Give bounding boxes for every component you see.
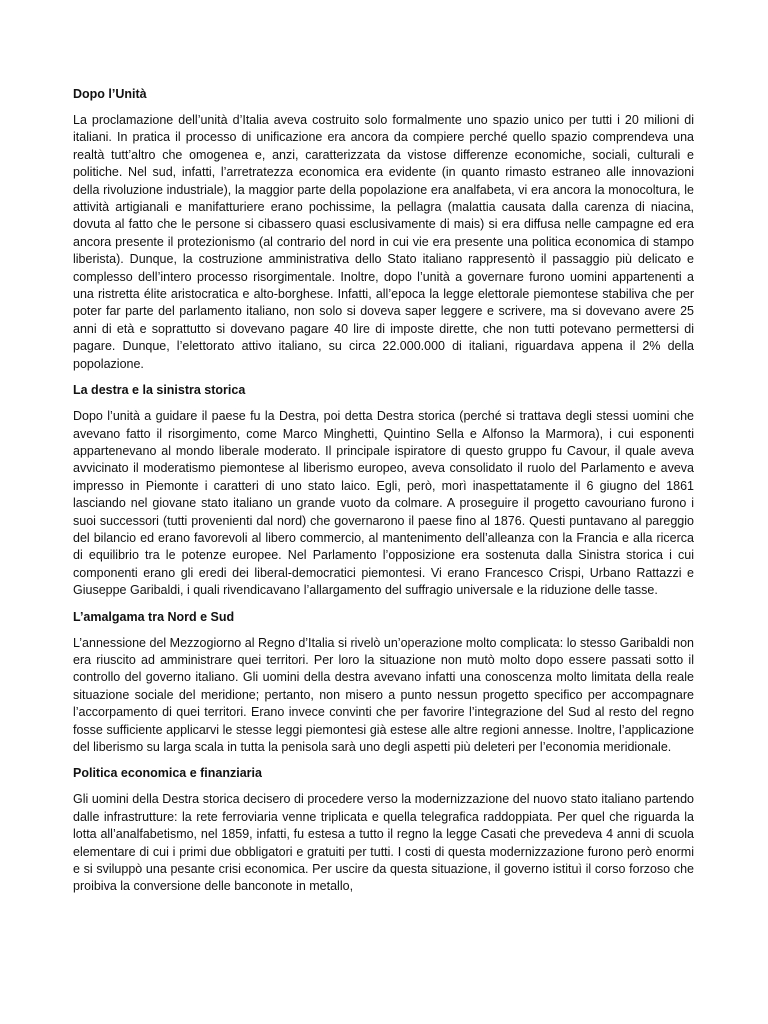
section-heading-dopo-unita: Dopo l’Unità (73, 87, 147, 101)
section-body-amalgama: L’annessione del Mezzogiorno al Regno d’Italia si rivelò un’operazione molto complicata: lo stesso Garibaldi non era riuscito ad amministrare quei territori. Per loro la situazione non mutò molto dopo essere passati sotto il controllo del governo italiano. Gli uomini della destra avevano infatti una conoscenza molto limitata della reale situazione sociale del meridione; pertanto, non misero a punto nessun progetto specifico per accompagnare l’accorpamento di quei territori. Erano invece convinti che per favorire l’integrazione del Sud al resto del regno fosse sufficiente applicarvi le stesse leggi piemontesi già estese alle altre regioni annesse. Inoltre, l’applicazione del liberismo su larga scala in tutta la penisola sarà uno degli aspetti più deleteri per l’economia meridionale. (73, 635, 694, 754)
section-body-destra-sinistra: Dopo l’unità a guidare il paese fu la Destra, poi detta Destra storica (perché si trattava degli stessi uomini che avevano fatto il risorgimento, come Marco Minghetti, Quintino Sella e Alfonso la Marmora), i cui esponenti appartenevano al mondo liberale moderato. Il principale ispiratore di questo gruppo fu Cavour, il quale aveva avvicinato il moderatismo piemontese al liberismo europeo, aveva consolidato il ruolo del Parlamento e aveva impresso in Piemonte i caratteri di uno stato laico. Egli, però, morì inaspettatamente il 6 giugno del 1861 lasciando nel giovane stato italiano un grande vuoto da colmare. A proseguire il progetto cavouriano furono i suoi successori (tutti provenienti dal nord) che governarono il paese fino al 1876. Questi puntavano al pareggio del bilancio ed erano favorevoli al libero commercio, al mantenimento dell’alleanza con la Francia e alla ricerca di equilibrio tra le potenze europee. Nel Parlamento l’opposizione era sostenuta dalla Sinistra storica i cui componenti erano gli eredi dei liberal-democratici piemontesi. Vi erano Francesco Crispi, Urbano Rattazzi e Giuseppe Garibaldi, i quali rivendicavano l’allargamento del suffragio universale e la riduzione delle tasse. (73, 409, 694, 598)
document-page (73, 86, 694, 896)
section-heading-politica-economica: Politica economica e finanziaria (73, 766, 262, 781)
section-heading-amalgama: L’amalgama tra Nord e Sud (73, 609, 235, 624)
section-heading-destra-sinistra: La destra e la sinistra storica (73, 383, 246, 398)
section-body-dopo-unita: La proclamazione dell’unità d’Italia aveva costruito solo formalmente uno spazio unico per tutti i 20 milioni di italiani. In pratica il processo di unificazione era ancora da compiere perché quello spazio comprendeva una realtà tutt’altro che omogenea e, anzi, caratterizzata da vistose differenze economiche, sociali, culturali e politiche. Nel sud, infatti, l’arretratezza economica era evidente (in quanto rimasto estraneo alle innovazioni della rivoluzione industriale), la maggior parte della popolazione era analfabeta, vi era ancora la monocoltura, le attività artigianali e manifatturiere erano pochissime, la pellagra (malattia causata dalla carenza di niacina, dovuta al fatto che le persone si cibassero quasi esclusivamente di mais) si era diffusa nelle campagne ed era ancora presente il protezionismo (al contrario del nord in cui vie era presente una politica economica di stampo liberista). Dunque, la costruzione amministrativa dello Stato italiano rappresentò il passaggio più delicato e complesso dell’intero processo risorgimentale. Inoltre, dopo l’unità a governare furono uomini appartenenti a una ristretta élite aristocratica e alto-borghese. Infatti, all’epoca la legge elettorale piemontese stabiliva che per poter far parte del parlamento italiano, non solo si doveva saper leggere e scrivere, ma si dovevano avere 25 anni di età e soprattutto si dovevano pagare 40 lire di imposte dirette, che non tutti potevano permettersi di pagare. Dunque, l’elettorato attivo italiano, su circa 22.000.000 di italiani, riguardava appena il 2% della popolazione. (73, 113, 694, 371)
section-body-politica-economica: Gli uomini della Destra storica decisero di procedere verso la modernizzazione del nuovo stato italiano partendo dalle infrastrutture: la rete ferroviaria venne triplicata e quella telegrafica raddoppiata. Per quel che riguarda la lotta all’analfabetismo, nel 1859, infatti, fu estesa a tutto il regno la legge Casati che prevedeva 4 anni di scuola elementare di cui i primi due obbligatori e gratuiti per tutti. I costi di questa modernizzazione furono però enormi e si sviluppò una pesante crisi economica. Per uscire da questa situazione, il governo istituì il corso forzoso che proibiva la conversione delle banconote in metallo, (73, 792, 694, 894)
